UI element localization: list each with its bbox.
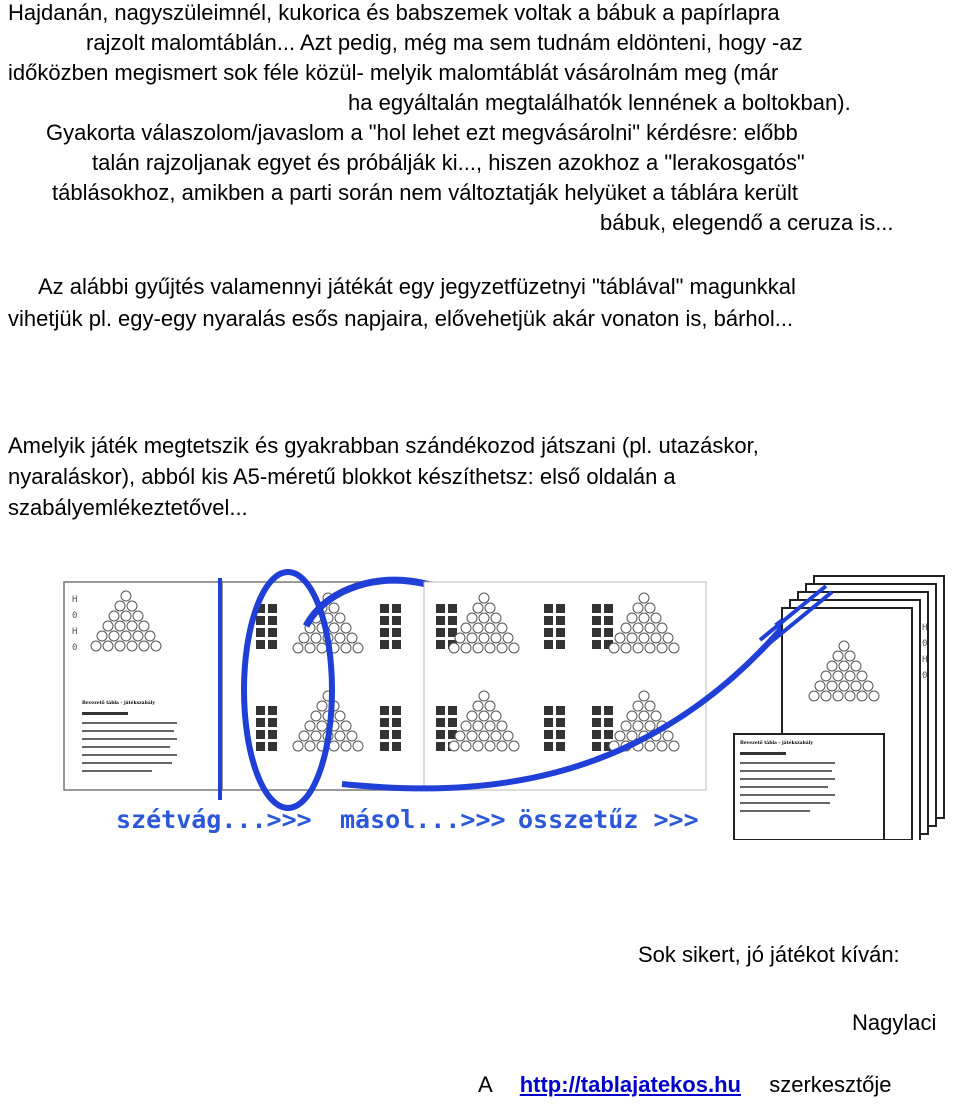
intro-line: Hajdanán, nagyszüleimnél, kukorica és babszemek voltak a bábuk a papírlapra (8, 0, 780, 25)
svg-text:H: H (922, 655, 928, 665)
caption-cut: szétvág...>>> (116, 805, 312, 834)
site-link[interactable]: http://tablajatekos.hu (519, 1072, 741, 1097)
booklet-line: szabályemlékeztetővel... (8, 495, 248, 520)
caption-assemble: összetűz >>> (518, 805, 699, 834)
svg-text:H: H (72, 627, 78, 637)
intro-line: talán rajzoljanak egyet és próbálják ki..., hiszen azokhoz a "lerakosgatós" (92, 150, 805, 175)
caption-copy: másol...>>> (340, 805, 506, 834)
closing-author: Nagylaci (852, 1010, 937, 1035)
intro-line: táblásokhoz, amikben a parti során nem változtatják helyüket a táblára került (52, 180, 798, 205)
svg-text:0: 0 (922, 671, 928, 681)
booklet-line: nyaraláskor), abból kis A5-méretű blokkot készíthetsz: első oldalán a (8, 464, 676, 489)
svg-text:0: 0 (72, 643, 78, 653)
svg-text:0: 0 (72, 611, 78, 621)
svg-text:Bevezető tábla - játékszabály: Bevezető tábla - játékszabály (82, 701, 155, 706)
footer-prefix: A (478, 1072, 492, 1097)
copied-sheet (424, 582, 706, 790)
booklet-illustration (44, 556, 956, 840)
footer-line (478, 1070, 892, 1100)
booklet-line: Amelyik játék megtetszik és gyakrabban szándékozod játszani (pl. utazáskor, (8, 433, 759, 458)
collection-line: vihetjük pl. egy-egy nyaralás esős napjaira, elővehetjük akár vonaton is, bárhol... (8, 306, 794, 331)
svg-text:H: H (922, 623, 928, 633)
intro-line: rajzolt malomtáblán... Azt pedig, még ma sem tudnám eldönteni, hogy -az (86, 30, 803, 55)
booklet-stack (734, 576, 944, 840)
closing-wish: Sok sikert, jó játékot kíván: (638, 942, 900, 967)
collection-line: Az alábbi gyűjtés valamennyi játékát egy jegyzetfüzetnyi "táblával" magunkkal (38, 274, 796, 299)
svg-text:H: H (72, 595, 78, 605)
svg-text:Bevezető tábla - játékszabály: Bevezető tábla - játékszabály (740, 741, 813, 746)
footer-suffix: szerkesztője (769, 1072, 892, 1097)
svg-text:0: 0 (922, 639, 928, 649)
intro-line: bábuk, elegendő a ceruza is... (600, 210, 894, 235)
intro-line: ha egyáltalán megtalálhatók lennének a boltokban). (348, 90, 851, 115)
intro-line: Gyakorta válaszolom/javaslom a "hol lehet ezt megvásárolni" kérdésre: előbb (46, 120, 798, 145)
intro-line: időközben megismert sok féle közül- melyik malomtáblát vásárolnám meg (már (8, 60, 779, 85)
